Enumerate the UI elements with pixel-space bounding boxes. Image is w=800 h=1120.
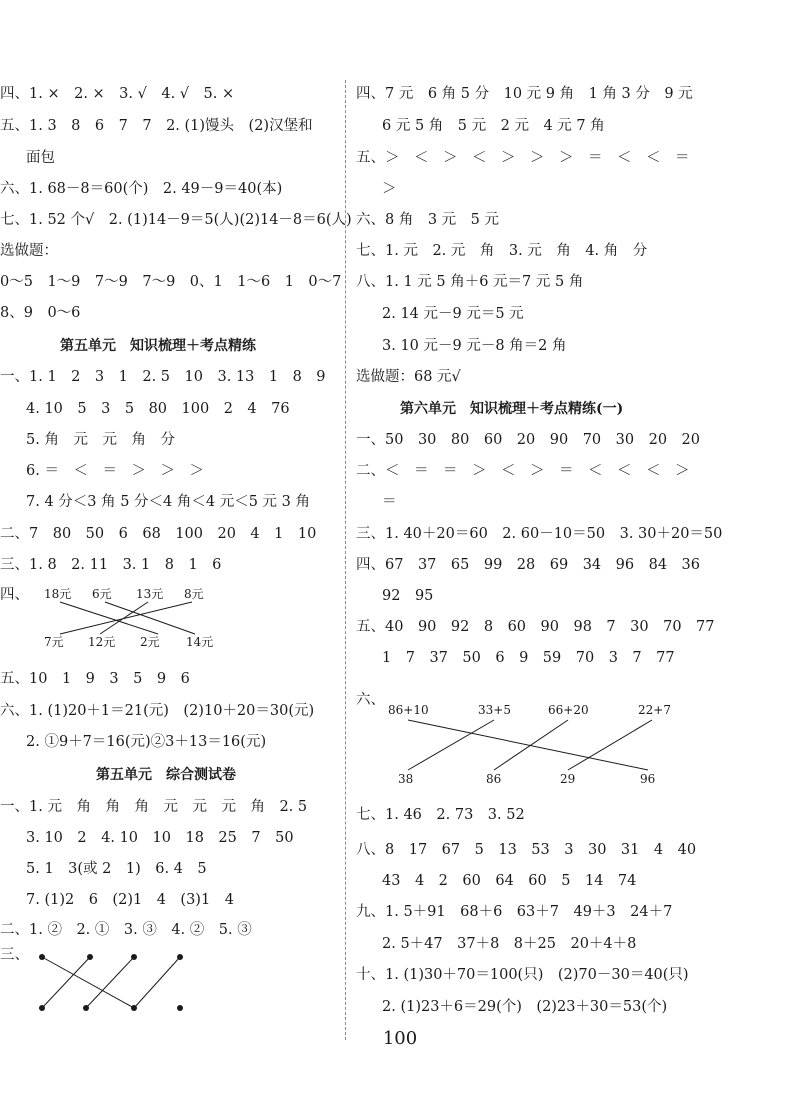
answer-line: 2. 14 元－9 元＝5 元 bbox=[382, 306, 524, 322]
section-heading: 第六单元 知识梳理＋考点精练(一) bbox=[400, 401, 624, 417]
answer-line: 一、50 30 80 60 20 90 70 30 20 20 bbox=[356, 432, 701, 448]
answer-line: 8、9 0～6 bbox=[0, 305, 81, 321]
match-bottom-label: 96 bbox=[640, 772, 656, 786]
match-line bbox=[408, 720, 648, 770]
answer-line: 一、1. 元 角 角 角 元 元 元 角 2. 5 bbox=[0, 799, 308, 815]
match-bottom-label: 12元 bbox=[88, 635, 116, 649]
answer-line: 四、67 37 65 99 28 69 34 96 84 36 bbox=[356, 557, 701, 573]
match-top-label: 66+20 bbox=[548, 703, 589, 717]
answer-line: 2. 5＋47 37＋8 8＋25 20＋4＋8 bbox=[382, 936, 637, 952]
answer-line: 三、 bbox=[0, 947, 29, 963]
answer-line: 7. (1)2 6 (2)1 4 (3)1 4 bbox=[26, 892, 234, 908]
section-heading: 第五单元 知识梳理＋考点精练 bbox=[60, 338, 256, 354]
answer-line: 选做题： bbox=[0, 243, 58, 259]
match-line bbox=[494, 720, 568, 770]
answer-line: 五、＞ ＜ ＞ ＜ ＞ ＞ ＞ ＝ ＜ ＜ ＝ bbox=[356, 150, 690, 166]
answer-line: 7. 4 分＜3 角 5 分＜4 角＜4 元＜5 元 3 角 bbox=[26, 494, 311, 510]
match-line bbox=[134, 957, 180, 1008]
answer-line: 六、1. 68－8＝60(个) 2. 49－9＝40(本) bbox=[0, 181, 283, 197]
match-dot bbox=[131, 954, 137, 960]
answer-line: 面包 bbox=[26, 150, 55, 166]
match-dot bbox=[39, 1005, 45, 1011]
match-line bbox=[60, 602, 158, 634]
match-line bbox=[408, 720, 494, 770]
answer-line: 43 4 2 60 64 60 5 14 74 bbox=[382, 873, 637, 889]
answer-line: 四、 bbox=[0, 587, 29, 603]
answer-line: 六、8 角 3 元 5 元 bbox=[356, 212, 500, 228]
match-dot bbox=[83, 1005, 89, 1011]
answer-line: 5. 角 元 元 角 分 bbox=[26, 432, 175, 448]
answer-line: 五、10 1 9 3 5 9 6 bbox=[0, 671, 190, 687]
match-dot bbox=[39, 954, 45, 960]
section-heading: 第五单元 综合测试卷 bbox=[96, 767, 236, 783]
match-line bbox=[42, 957, 134, 1008]
answer-line: 八、1. 1 元 5 角＋6 元＝7 元 5 角 bbox=[356, 274, 584, 290]
match-top-label: 13元 bbox=[136, 587, 164, 601]
answer-line: 2. (1)23＋6＝29(个) (2)23＋30＝53(个) bbox=[382, 999, 668, 1015]
dot-matching-diagram bbox=[0, 945, 345, 1015]
match-top-label: 18元 bbox=[44, 587, 72, 601]
answer-line: 5. 1 3(或 2 1) 6. 4 5 bbox=[26, 861, 207, 877]
answer-line: 四、1. × 2. × 3. √ 4. √ 5. × bbox=[0, 86, 235, 102]
match-bottom-label: 14元 bbox=[186, 635, 214, 649]
answer-line: 3. 10 元－9 元－8 角＝2 角 bbox=[382, 338, 567, 354]
answer-line: 6 元 5 角 5 元 2 元 4 元 7 角 bbox=[382, 118, 605, 134]
answer-line: 二、1. ② 2. ① 3. ③ 4. ② 5. ③ bbox=[0, 922, 252, 938]
answer-line: 四、7 元 6 角 5 分 10 元 9 角 1 角 3 分 9 元 bbox=[356, 86, 693, 102]
answer-line: 六、 bbox=[356, 692, 385, 708]
answer-line: 九、1. 5＋91 68＋6 63＋7 49＋3 24＋7 bbox=[356, 904, 673, 920]
answer-line: 七、1. 52 个√ 2. (1)14－9＝5(人)(2)14－8＝6(人) bbox=[0, 212, 352, 228]
answer-line: 一、1. 1 2 3 1 2. 5 10 3. 13 1 8 9 bbox=[0, 369, 326, 385]
match-top-label: 22+7 bbox=[638, 703, 671, 717]
answer-line: 2. ①9＋7＝16(元)②3＋13＝16(元) bbox=[26, 734, 267, 750]
match-top-label: 86+10 bbox=[388, 703, 429, 717]
match-dot bbox=[177, 1005, 183, 1011]
answer-line: 八、8 17 67 5 13 53 3 30 31 4 40 bbox=[356, 842, 697, 858]
answer-line: 五、1. 3 8 6 7 7 2. (1)馒头 (2)汉堡和 bbox=[0, 118, 313, 134]
match-top-label: 8元 bbox=[184, 587, 204, 601]
answer-line: 4. 10 5 3 5 80 100 2 4 76 bbox=[26, 401, 290, 417]
page-number: 100 bbox=[382, 1028, 418, 1049]
match-line bbox=[105, 602, 195, 634]
answer-line: 三、1. 8 2. 11 3. 1 8 1 6 bbox=[0, 557, 222, 573]
answer-line: 92 95 bbox=[382, 588, 434, 604]
match-bottom-label: 7元 bbox=[44, 635, 64, 649]
answer-line: 选做题：68 元√ bbox=[356, 369, 461, 385]
match-line bbox=[42, 957, 90, 1008]
answer-line: 6. ＝ ＜ ＝ ＞ ＞ ＞ bbox=[26, 463, 204, 479]
match-dot bbox=[87, 954, 93, 960]
answer-line: ＞ bbox=[382, 181, 397, 197]
match-bottom-label: 86 bbox=[486, 772, 502, 786]
answer-line: 3. 10 2 4. 10 10 18 25 7 50 bbox=[26, 830, 294, 846]
answer-line: 1 7 37 50 6 9 59 70 3 7 77 bbox=[382, 650, 675, 666]
match-top-label: 33+5 bbox=[478, 703, 511, 717]
match-bottom-label: 29 bbox=[560, 772, 576, 786]
match-dot bbox=[131, 1005, 137, 1011]
answer-line: 十、1. (1)30＋70＝100(只) (2)70－30＝40(只) bbox=[356, 967, 689, 983]
answer-line: 五、40 90 92 8 60 90 98 7 30 70 77 bbox=[356, 619, 715, 635]
match-bottom-label: 2元 bbox=[140, 635, 160, 649]
match-bottom-label: 38 bbox=[398, 772, 414, 786]
match-dot bbox=[177, 954, 183, 960]
answer-line: 二、＜ ＝ ＝ ＞ ＜ ＞ ＝ ＜ ＜ ＜ ＞ bbox=[356, 463, 690, 479]
money-matching-diagram bbox=[0, 580, 345, 660]
answer-line: 二、7 80 50 6 68 100 20 4 1 10 bbox=[0, 526, 317, 542]
answer-line: 0～5 1～9 7～9 7～9 0、1 1～6 1 0～7 bbox=[0, 274, 342, 290]
match-top-label: 6元 bbox=[92, 587, 112, 601]
answer-line: 三、1. 40＋20＝60 2. 60－10＝50 3. 30＋20＝50 bbox=[356, 526, 723, 542]
answer-line: 七、1. 元 2. 元 角 3. 元 角 4. 角 分 bbox=[356, 243, 648, 259]
answer-line: 六、1. (1)20＋1＝21(元) (2)10＋20＝30(元) bbox=[0, 703, 315, 719]
match-line bbox=[86, 957, 134, 1008]
sum-matching-diagram bbox=[356, 700, 800, 790]
match-line bbox=[60, 602, 192, 634]
answer-line: ＝ bbox=[382, 494, 397, 510]
answer-line: 七、1. 46 2. 73 3. 52 bbox=[356, 807, 525, 823]
